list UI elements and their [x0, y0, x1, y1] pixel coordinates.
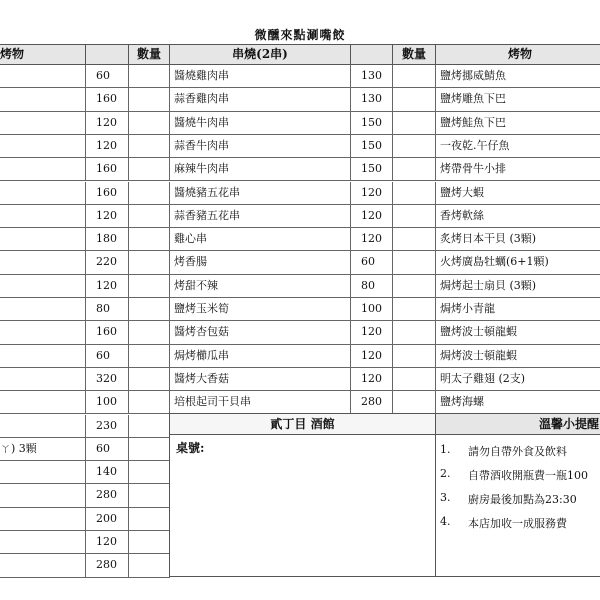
- middle-name-header: 串燒(2串): [169, 44, 351, 65]
- left-item-name: [0, 158, 86, 181]
- left-item-name: [0, 65, 86, 88]
- table-row: [0, 415, 170, 438]
- skewer-name: 蒜香牛肉串: [169, 135, 351, 158]
- middle-price-header: [350, 44, 393, 65]
- table-row: [169, 391, 436, 414]
- skewer-price: 120: [350, 182, 393, 205]
- table-number-label: 桌號:: [176, 441, 205, 455]
- left-item-name: [0, 135, 86, 158]
- left-item-price: 80: [85, 298, 129, 321]
- skewer-name: 烤甜不辣: [169, 275, 351, 298]
- table-row: [435, 345, 600, 368]
- left-item-name: [0, 391, 86, 414]
- right-qty-header: 數量: [392, 44, 436, 65]
- note-text: 本店加收一成服務費: [468, 517, 567, 530]
- skewer-price: 80: [350, 275, 393, 298]
- left-item-price: 60: [85, 438, 129, 461]
- page-title: 微醺來點涮嘴餃: [254, 28, 346, 42]
- left-qty-input[interactable]: [128, 345, 170, 368]
- left-item-price: 120: [85, 112, 129, 135]
- table-row: [0, 88, 170, 111]
- left-qty-input[interactable]: [128, 182, 170, 205]
- skewer-price: 150: [350, 158, 393, 181]
- table-row: [169, 135, 436, 158]
- left-item-name: [0, 251, 86, 274]
- left-item-price: 60: [85, 65, 129, 88]
- left-item-price: 160: [85, 158, 129, 181]
- left-item-name: [0, 228, 86, 251]
- restaurant-name: 貳丁目 酒館: [270, 417, 335, 431]
- note-number: 3.: [440, 491, 451, 504]
- skewer-name: 培根起司干貝串: [169, 391, 351, 414]
- table-row: [435, 135, 600, 158]
- restaurant-header: [169, 413, 436, 435]
- left-qty-input[interactable]: [128, 368, 170, 391]
- note-text: 請勿自帶外食及飲料: [468, 445, 567, 458]
- left-qty-input[interactable]: [128, 508, 170, 531]
- table-row: [169, 251, 436, 274]
- skewer-name: 醬燒豬五花串: [169, 182, 351, 205]
- left-item-price: 280: [85, 554, 129, 577]
- right-qty-input[interactable]: [392, 391, 436, 414]
- table-row: [0, 251, 170, 274]
- table-row: [0, 484, 170, 507]
- left-item-name: [0, 484, 86, 507]
- left-item-name: [0, 461, 86, 484]
- left-qty-input[interactable]: [128, 531, 170, 554]
- left-item-name: [0, 298, 86, 321]
- skewer-name: 醬燒牛肉串: [169, 112, 351, 135]
- left-qty-input[interactable]: [128, 415, 170, 438]
- left-item-price: 280: [85, 484, 129, 507]
- skewer-name: 醬烤杏包菇: [169, 321, 351, 344]
- left-table: [0, 65, 170, 577]
- grill-item-name: 鹽烤波士頓龍蝦: [435, 321, 600, 344]
- grill-item-name: 焗烤小青龍: [435, 298, 600, 321]
- left-item-price: 160: [85, 321, 129, 344]
- skewer-name: 烤香腸: [169, 251, 351, 274]
- grill-item-name: 香烤軟絲: [435, 205, 600, 228]
- left-qty-header: 數量: [128, 44, 170, 65]
- left-qty-input[interactable]: [128, 554, 170, 577]
- table-row: [435, 112, 600, 135]
- table-row: [169, 182, 436, 205]
- grill-item-name: 炙烤日本干貝 (3顆): [435, 228, 600, 251]
- table-row: [0, 345, 170, 368]
- notes-header: [435, 413, 600, 435]
- table-row: [169, 205, 436, 228]
- left-qty-input[interactable]: [128, 158, 170, 181]
- skewer-price: 120: [350, 321, 393, 344]
- left-item-price: 160: [85, 88, 129, 111]
- grill-item-name: 一夜乾.午仔魚: [435, 135, 600, 158]
- table-row: [169, 158, 436, 181]
- notes-title: 溫馨小提醒: [539, 417, 600, 431]
- note-item: [440, 443, 600, 459]
- table-row: [0, 158, 170, 181]
- left-qty-input[interactable]: [128, 228, 170, 251]
- left-item-price: 180: [85, 228, 129, 251]
- grill-item-name: 鹽烤鮭魚下巴: [435, 112, 600, 135]
- right-qty-input[interactable]: [392, 182, 436, 205]
- skewer-price: 120: [350, 368, 393, 391]
- left-item-price: 100: [85, 391, 129, 414]
- table-row: [169, 275, 436, 298]
- skewer-name: 雞心串: [169, 228, 351, 251]
- left-item-name: [0, 88, 86, 111]
- table-row: [0, 112, 170, 135]
- left-item-name: [0, 321, 86, 344]
- table-row: [435, 158, 600, 181]
- right-qty-input[interactable]: [392, 345, 436, 368]
- middle-table: [169, 65, 436, 415]
- table-row: [435, 251, 600, 274]
- left-item-price: 230: [85, 415, 129, 438]
- table-row: [0, 182, 170, 205]
- left-item-price: 320: [85, 368, 129, 391]
- table-row: [435, 228, 600, 251]
- table-row: [435, 275, 600, 298]
- left-qty-input[interactable]: [128, 88, 170, 111]
- table-row: [0, 298, 170, 321]
- left-qty-input[interactable]: [128, 65, 170, 88]
- table-row: [435, 205, 600, 228]
- skewer-name: 蒜香豬五花串: [169, 205, 351, 228]
- skewer-price: 120: [350, 345, 393, 368]
- table-row: [0, 438, 170, 461]
- right-qty-input[interactable]: [392, 228, 436, 251]
- grill-item-name: 烤帶骨牛小排: [435, 158, 600, 181]
- skewer-price: 120: [350, 205, 393, 228]
- skewer-price: 150: [350, 135, 393, 158]
- table-row: [435, 391, 600, 414]
- grill-item-name: 鹽烤大蝦: [435, 182, 600, 205]
- skewer-name: 鹽烤玉米筍: [169, 298, 351, 321]
- note-text: 廚房最後加點為23:30: [468, 493, 577, 506]
- left-qty-input[interactable]: [128, 321, 170, 344]
- note-item: [440, 491, 600, 507]
- table-row: [435, 182, 600, 205]
- table-row: [0, 508, 170, 531]
- left-qty-input[interactable]: [128, 275, 170, 298]
- table-row: [0, 275, 170, 298]
- left-qty-input[interactable]: [128, 251, 170, 274]
- right-name-header: 烤物: [435, 44, 600, 65]
- left-item-name: [0, 275, 86, 298]
- right-qty-input[interactable]: [392, 158, 436, 181]
- skewer-name: 醬烤大香菇: [169, 368, 351, 391]
- table-row: [169, 65, 436, 88]
- table-row: [435, 321, 600, 344]
- note-item: [440, 467, 600, 483]
- note-text: 自帶酒收開瓶費一瓶100: [468, 469, 588, 482]
- skewer-price: 280: [350, 391, 393, 414]
- grill-item-name: 鹽烤挪威鯖魚: [435, 65, 600, 88]
- left-qty-input[interactable]: [128, 205, 170, 228]
- skewer-name: 醬燒雞肉串: [169, 65, 351, 88]
- left-qty-input[interactable]: [128, 298, 170, 321]
- left-item-name: [0, 345, 86, 368]
- left-item-price: 120: [85, 531, 129, 554]
- table-number-box: [169, 434, 436, 577]
- left-item-name: [0, 368, 86, 391]
- right-qty-input[interactable]: [392, 135, 436, 158]
- skewer-price: 130: [350, 65, 393, 88]
- note-item: [440, 515, 600, 531]
- table-row: [435, 65, 600, 88]
- left-item-name: [0, 508, 86, 531]
- skewer-price: 60: [350, 251, 393, 274]
- skewer-name: 麻辣牛肉串: [169, 158, 351, 181]
- table-row: [169, 368, 436, 391]
- left-qty-input[interactable]: [128, 461, 170, 484]
- table-row: [0, 461, 170, 484]
- table-row: [0, 135, 170, 158]
- right-qty-input[interactable]: [392, 321, 436, 344]
- right-qty-input[interactable]: [392, 205, 436, 228]
- skewer-price: 100: [350, 298, 393, 321]
- table-row: [169, 88, 436, 111]
- left-item-name: [0, 554, 86, 577]
- table-row: [0, 228, 170, 251]
- left-qty-input[interactable]: [128, 438, 170, 461]
- left-qty-input[interactable]: [128, 112, 170, 135]
- left-item-name: [0, 112, 86, 135]
- grill-item-name: 焗烤波士頓龍蝦: [435, 345, 600, 368]
- table-row: [169, 345, 436, 368]
- grill-item-name: 焗烤起士扇貝 (3顆): [435, 275, 600, 298]
- left-item-price: 60: [85, 345, 129, 368]
- skewer-price: 150: [350, 112, 393, 135]
- right-qty-input[interactable]: [392, 112, 436, 135]
- note-number: 1.: [440, 443, 451, 456]
- skewer-name: 焗烤櫛瓜串: [169, 345, 351, 368]
- skewer-price: 130: [350, 88, 393, 111]
- table-row: [0, 391, 170, 414]
- left-item-price: 160: [85, 182, 129, 205]
- left-item-price: 220: [85, 251, 129, 274]
- left-item-price: 120: [85, 135, 129, 158]
- left-item-price: 200: [85, 508, 129, 531]
- left-item-price: 120: [85, 205, 129, 228]
- right-qty-input[interactable]: [392, 251, 436, 274]
- table-row: [0, 321, 170, 344]
- table-row: [169, 112, 436, 135]
- right-qty-input[interactable]: [392, 88, 436, 111]
- grill-item-name: 鹽烤海螺: [435, 391, 600, 414]
- right-qty-input[interactable]: [392, 65, 436, 88]
- skewer-price: 120: [350, 228, 393, 251]
- left-qty-input[interactable]: [128, 391, 170, 414]
- left-item-price: 140: [85, 461, 129, 484]
- table-row: [0, 554, 170, 577]
- notes-box: [435, 434, 600, 577]
- right-qty-input[interactable]: [392, 368, 436, 391]
- note-number: 2.: [440, 467, 451, 480]
- left-item-name: [0, 205, 86, 228]
- left-price-header: [85, 44, 129, 65]
- table-row: [435, 88, 600, 111]
- left-name-header: 烤物: [0, 44, 86, 65]
- right-qty-input[interactable]: [392, 275, 436, 298]
- grill-item-name: 火烤廣島牡蠣(6+1顆): [435, 251, 600, 274]
- table-row: [169, 321, 436, 344]
- table-row: [0, 531, 170, 554]
- left-item-name: [0, 531, 86, 554]
- left-qty-input[interactable]: [128, 135, 170, 158]
- table-row: [0, 368, 170, 391]
- left-item-name: ㄚ) 3顆: [0, 438, 86, 461]
- table-row: [169, 298, 436, 321]
- table-row: [435, 368, 600, 391]
- left-item-name: [0, 415, 86, 438]
- table-row: [169, 228, 436, 251]
- grill-item-name: 明太子雞翅 (2支): [435, 368, 600, 391]
- left-item-price: 120: [85, 275, 129, 298]
- left-item-name: [0, 182, 86, 205]
- left-qty-input[interactable]: [128, 484, 170, 507]
- table-row: [435, 298, 600, 321]
- right-table: [435, 65, 600, 415]
- note-number: 4.: [440, 515, 451, 528]
- skewer-name: 蒜香雞肉串: [169, 88, 351, 111]
- grill-item-name: 鹽烤雕魚下巴: [435, 88, 600, 111]
- table-row: [0, 205, 170, 228]
- table-row: [0, 65, 170, 88]
- right-qty-input[interactable]: [392, 298, 436, 321]
